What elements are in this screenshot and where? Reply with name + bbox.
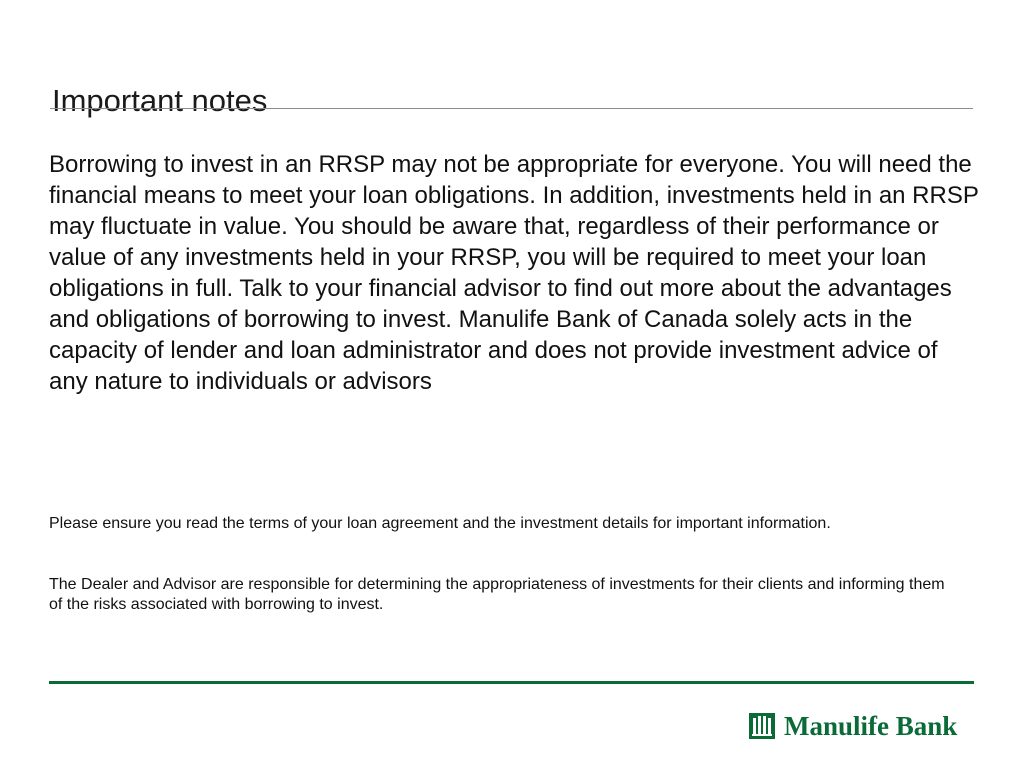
manulife-logo-icon bbox=[749, 713, 775, 739]
main-paragraph: Borrowing to invest in an RRSP may not be appropriate for everyone. You will need the financial means to meet your loan obligations. In addition, investments held in an RRSP may fluctuate in value. You should be aware that, regardless of their performance or value of any investments held in your RRSP, you will be required to meet your loan obligations in full. Talk to your financial advisor to find out more about the advantages and obligations of borrowing to invest. Manulife Bank of Canada solely acts in the capacity of lender and loan administrator and does not provide investment advice of any nature to individuals or advisors bbox=[49, 151, 979, 395]
title-divider bbox=[50, 108, 973, 109]
note-loan-terms: Please ensure you read the terms of your loan agreement and the investment details for important information. bbox=[49, 515, 831, 532]
note-dealer-advisor: The Dealer and Advisor are responsible for determining the appropriateness of investments for their clients and informing them of the risks associated with borrowing to invest. bbox=[49, 576, 945, 613]
footer-divider bbox=[49, 681, 974, 684]
logo-text: Manulife Bank bbox=[784, 711, 958, 741]
page-title: Important notes bbox=[52, 82, 268, 118]
manulife-bank-logo bbox=[749, 711, 957, 741]
